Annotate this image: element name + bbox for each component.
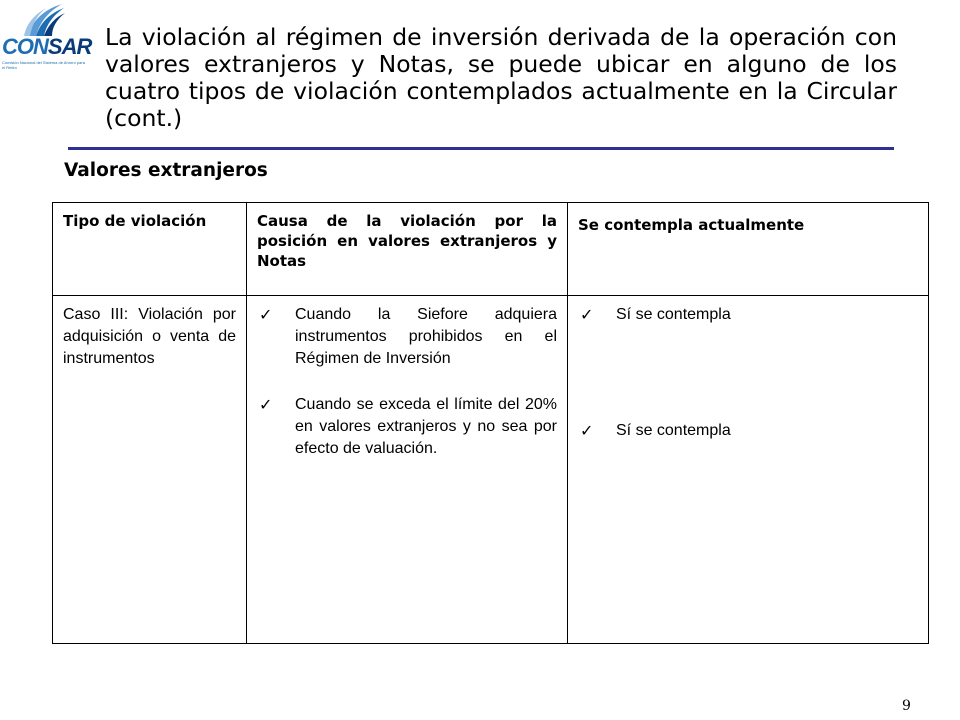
cause-text: Cuando se exceda el límite del 20% en valores extranjeros y no sea por efecto de valuación.	[295, 396, 557, 457]
checkmark-icon: ✓	[259, 397, 273, 414]
logo-wordmark: CONSAR	[2, 34, 92, 59]
checkmark-icon: ✓	[580, 307, 594, 324]
violation-table	[52, 202, 929, 644]
checkmark-icon: ✓	[580, 423, 594, 440]
table-header-row	[53, 203, 929, 296]
cause-list	[257, 304, 557, 460]
contempla-list	[578, 304, 918, 442]
list-item	[578, 420, 918, 442]
consar-logo	[0, 0, 90, 72]
cause-text: Cuando la Siefore adquiera instrumentos prohibidos en el Régimen de Inversión	[295, 306, 557, 367]
page-number: 9	[902, 698, 911, 714]
cell-contempla	[568, 296, 929, 644]
logo-tagline: Comisión Nacional del Sistema de Ahorro para el Retiro	[2, 60, 85, 70]
cell-case-type: Caso III: Violación por adquisición o venta de instrumentos	[53, 296, 247, 644]
checkmark-icon: ✓	[259, 307, 273, 324]
contempla-text: Sí se contempla	[616, 306, 731, 323]
cell-causes	[247, 296, 568, 644]
header-causa-violacion: Causa de la violación por la posición en valores extranjeros y Notas	[247, 203, 568, 296]
title-divider	[68, 147, 894, 150]
table-row	[53, 296, 929, 644]
section-subtitle: Valores extranjeros	[64, 160, 268, 181]
list-item	[257, 304, 557, 370]
page-title: La violación al régimen de inversión derivada de la operación con valores extranjeros y Notas, se puede ubicar en alguno de los cuatro tipos de violación contemplados actualmente en la Circular (cont.)	[105, 23, 897, 132]
header-tipo-violacion: Tipo de violación	[53, 203, 247, 296]
list-item	[578, 304, 918, 326]
header-se-contempla: Se contempla actualmente	[568, 203, 929, 296]
list-item	[257, 394, 557, 460]
contempla-text: Sí se contempla	[616, 422, 731, 439]
consar-swoosh-icon	[22, 2, 66, 38]
